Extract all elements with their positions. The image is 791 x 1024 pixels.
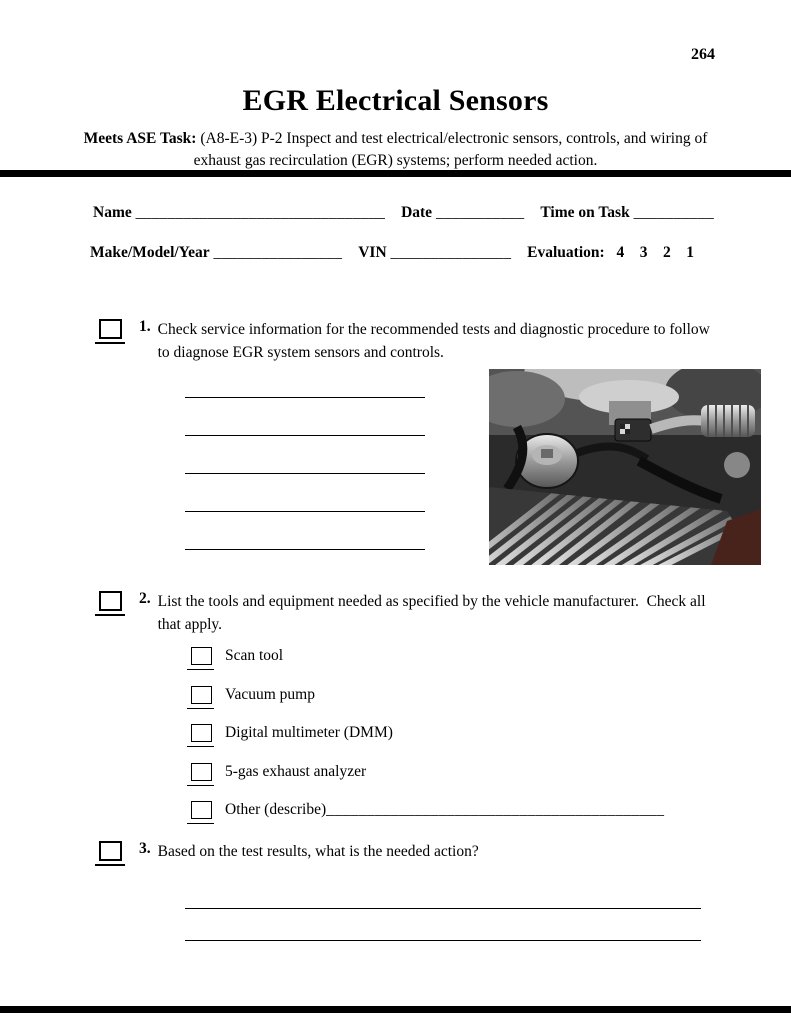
digital-multimeter-checkbox-icon[interactable]: [191, 724, 212, 742]
evaluation-scale[interactable]: 4 3 2 1: [616, 244, 695, 261]
vacuum-pump-checkbox-icon[interactable]: [191, 686, 212, 704]
answer-line[interactable]: [185, 397, 425, 398]
question-1-checkbox-icon[interactable]: [99, 319, 122, 339]
question-2-number: 2.: [139, 590, 151, 607]
tool-option-digital-multimeter: [191, 724, 393, 742]
scan-tool-checkbox-icon[interactable]: [191, 647, 212, 665]
question-1-text: Check service information for the recommended tests and diagnostic procedure to follow to diagnose EGR system sensors and controls.: [157, 321, 714, 361]
date-blank[interactable]: ___________: [435, 204, 525, 221]
time-on-task-label: Time on Task: [540, 204, 630, 221]
question-2: [99, 590, 723, 636]
question-3-text: Based on the test results, what is the needed action?: [157, 843, 479, 860]
header-row-2: [90, 244, 694, 262]
question-3: [99, 840, 718, 863]
header-row-1: [93, 204, 714, 222]
egr-engine-photo: [489, 369, 761, 565]
question-3-checkbox-icon[interactable]: [99, 841, 122, 861]
ase-task: [0, 128, 791, 172]
question-1-number: 1.: [139, 318, 151, 335]
egr-engine-photo-illustration: [489, 369, 761, 565]
tool-option-scan-tool: [191, 647, 283, 665]
make-model-year-blank[interactable]: ________________: [213, 244, 343, 261]
tool-label: Scan tool: [225, 647, 284, 664]
tool-option-5-gas-analyzer: [191, 763, 366, 781]
question-2-text: List the tools and equipment needed as specified by the vehicle manufacturer. Check all that apply.: [157, 593, 710, 633]
question-3-number: 3.: [139, 840, 151, 857]
5-gas-analyzer-checkbox-icon[interactable]: [191, 763, 212, 781]
ase-task-line2: exhaust gas recirculation (EGR) systems; perform needed action.: [193, 152, 598, 169]
answer-line[interactable]: [185, 908, 701, 909]
ase-task-line1: [0, 128, 791, 150]
ribbed-connector: [701, 405, 755, 437]
question-1: [99, 318, 723, 364]
top-divider: [0, 170, 791, 177]
name-blank[interactable]: _______________________________: [135, 204, 386, 221]
tool-label: Other (describe): [225, 801, 327, 818]
tool-label: Digital multimeter (DMM): [225, 724, 393, 741]
vin-blank[interactable]: _______________: [390, 244, 512, 261]
evaluation-label: Evaluation:: [527, 244, 605, 261]
name-label: Name: [93, 204, 132, 221]
page-title: EGR Electrical Sensors: [242, 84, 549, 117]
other-checkbox-icon[interactable]: [191, 801, 212, 819]
answer-line[interactable]: [185, 435, 425, 436]
ase-task-label: Meets ASE Task:: [83, 130, 197, 147]
answer-line[interactable]: [185, 549, 425, 550]
question-2-checkbox-icon[interactable]: [99, 591, 122, 611]
ase-task-text: (A8-E-3) P-2 Inspect and test electrical/electronic sensors, controls, and wiring of: [200, 130, 708, 147]
answer-line[interactable]: [185, 511, 425, 512]
answer-line[interactable]: [185, 473, 425, 474]
vin-label: VIN: [358, 244, 387, 261]
date-label: Date: [401, 204, 433, 221]
tool-option-vacuum-pump: [191, 686, 315, 704]
tool-option-other: [191, 801, 664, 819]
tool-label: Vacuum pump: [225, 686, 315, 703]
answer-line[interactable]: [185, 940, 701, 941]
tool-label: 5-gas exhaust analyzer: [225, 763, 367, 780]
page-number: 264: [691, 46, 715, 63]
other-describe-blank[interactable]: __________________________________________: [326, 801, 665, 818]
make-model-year-label: Make/Model/Year: [90, 244, 210, 261]
time-on-task-blank[interactable]: __________: [633, 204, 715, 221]
bottom-divider: [0, 1006, 791, 1013]
